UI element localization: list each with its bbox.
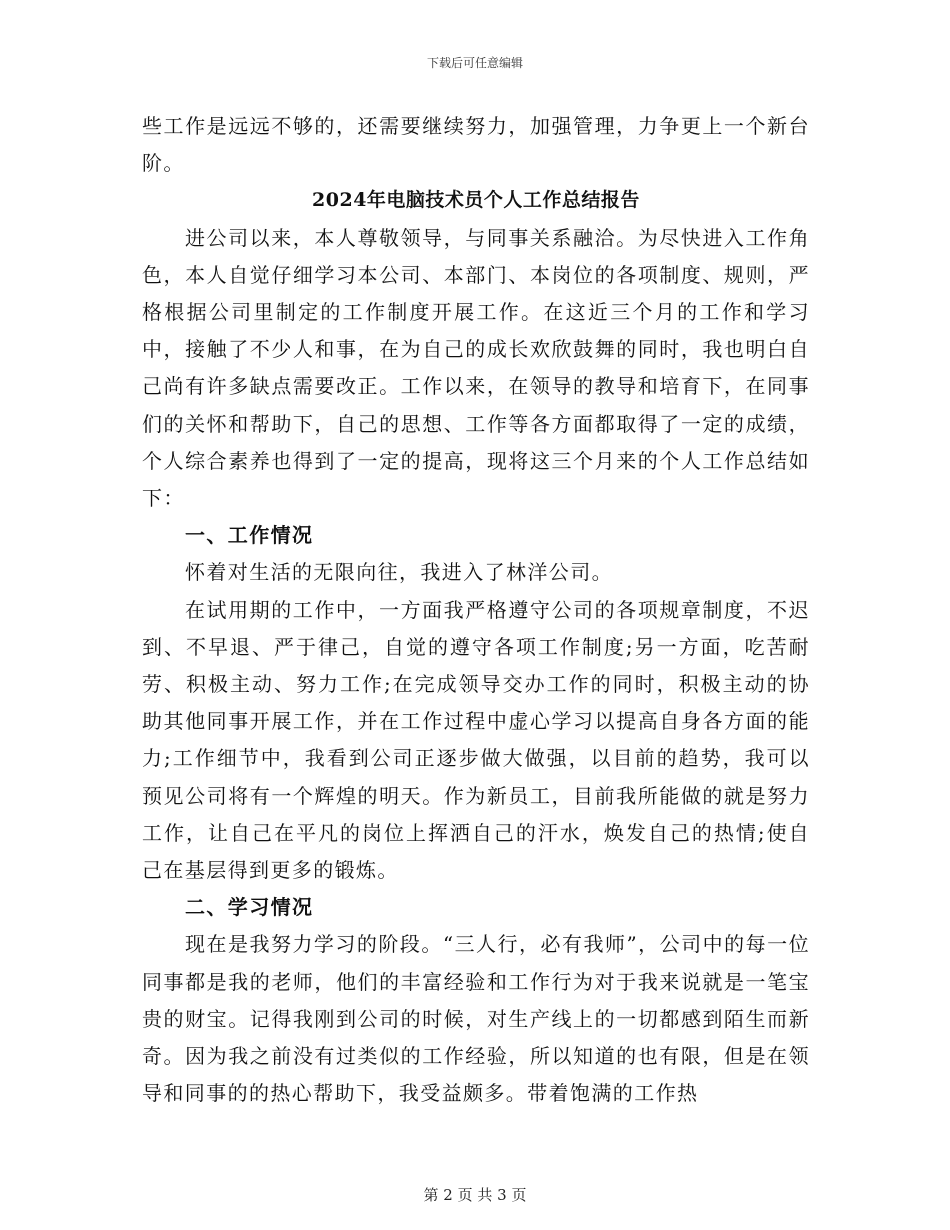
document-title: 2024年电脑技术员个人工作总结报告 (312, 189, 640, 212)
section-heading-study: 二、学习情况 (185, 895, 314, 920)
paragraph-intro: 进公司以来，本人尊敬领导，与同事关系融洽。为尽快进入工作角色，本人自觉仔细学习本公司、本部门、本岗位的各项制度、规则，严格根据公司里制定的工作制度开展工作。在这近三个月的工作和学习中，接触了不少人和事，在为自己的成长欢欣鼓舞的同时，我也明白自己尚有许多缺点需要改正。工作以来，在领导的教导和培育下，在同事们的关怀和帮助下，自己的思想、工作等各方面都取得了一定的成绩，个人综合素养也得到了一定的提高，现将这三个月来的个人工作总结如下： (142, 225, 810, 511)
page-header: 下载后可任意编辑 (426, 56, 523, 70)
paragraph-probation: 在试用期的工作中，一方面我严格遵守公司的各项规章制度，不迟到、不早退、严于律己，自觉的遵守各项工作制度;另一方面，吃苦耐劳、积极主动、努力工作;在完成领导交办工作的同时，积极主动的协助其他同事开展工作，并在工作过程中虚心学习以提高自身各方面的能力;工作细节中，我看到公司正逐步做大做强，以目前的趋势，我可以预见公司将有一个辉煌的明天。作为新员工，目前我所能做的就是努力工作，让自己在平凡的岗位上挥洒自己的汗水，焕发自己的热情;使自己在基层得到更多的锻炼。 (142, 597, 810, 883)
paragraph-joining: 怀着对生活的无限向往，我进入了林洋公司。 (185, 560, 613, 585)
intro-tail-paragraph: 些工作是远远不够的，还需要继续努力，加强管理，力争更上一个新台阶。 (142, 114, 810, 176)
document-body (142, 108, 810, 1112)
section-heading-work: 一、工作情况 (185, 523, 314, 548)
page-number-footer: 第 2 页 共 3 页 (423, 1186, 527, 1204)
paragraph-study: 现在是我努力学习的阶段。“三人行，必有我师”，公司中的每一位同事都是我的老师，他们的丰富经验和工作行为对于我来说就是一笔宝贵的财宝。记得我刚到公司的时候，对生产线上的一切都感到陌生而新奇。因为我之前没有过类似的工作经验，所以知道的也有限，但是在领导和同事的的热心帮助下，我受益颇多。带着饱满的工作热 (142, 932, 810, 1106)
